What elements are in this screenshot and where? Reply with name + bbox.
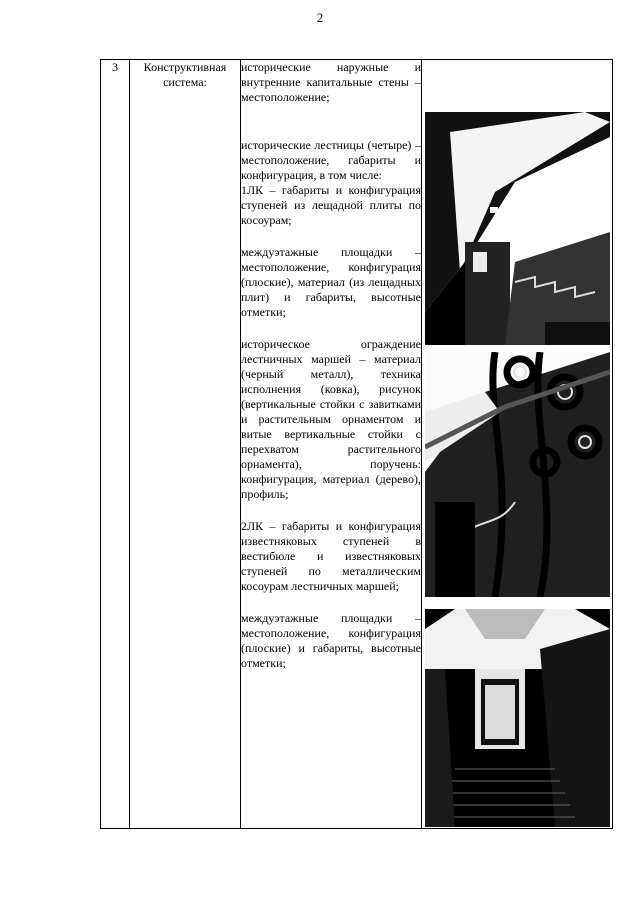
- page-number: 2: [316, 10, 324, 25]
- paragraph-railing: историческое ограждение лестничных маршей – материал (черный металл), техника исполнения (ковка), рисунок (вертикальные стойки с завитками и растительным орнаментом и витые вертикальные стойки с перехватом растительного орнамента), поручень: конфигурация, материал (дерево), профиль;: [241, 337, 421, 501]
- paragraph-landings-1: междуэтажные площадки – местоположение, конфигурация (плоские), материал (из лещадных плит) и габариты, высотные отметки;: [241, 245, 421, 319]
- paragraph-1lk: 1ЛК – габариты и конфигурация ступеней из лещадной плиты по косоурам;: [241, 183, 421, 227]
- table-row: [101, 60, 613, 829]
- paragraph-landings-2: междуэтажные площадки – местоположение, конфигурация (плоские) и габариты, высотные отметки;: [241, 611, 421, 670]
- vestibule-photo: [425, 609, 610, 827]
- photos-column: [422, 60, 613, 829]
- paragraph-walls: исторические наружные и внутренние капитальные стены – местоположение;: [241, 60, 421, 104]
- row-description: [241, 60, 422, 829]
- row-number: 3: [101, 60, 130, 829]
- heritage-table: [100, 59, 613, 829]
- paragraph-stairs: исторические лестницы (четыре) – местоположение, габариты и конфигурация, в том числе:: [241, 138, 421, 182]
- railing-photo: [425, 352, 610, 597]
- row-label: Конструктивная система:: [130, 60, 241, 829]
- staircase-photo-1: [425, 112, 610, 345]
- paragraph-2lk: 2ЛК – габариты и конфигурация известняковых ступеней в вестибюле и известняковых ступеней по металлическим косоурам лестничных маршей;: [241, 519, 421, 593]
